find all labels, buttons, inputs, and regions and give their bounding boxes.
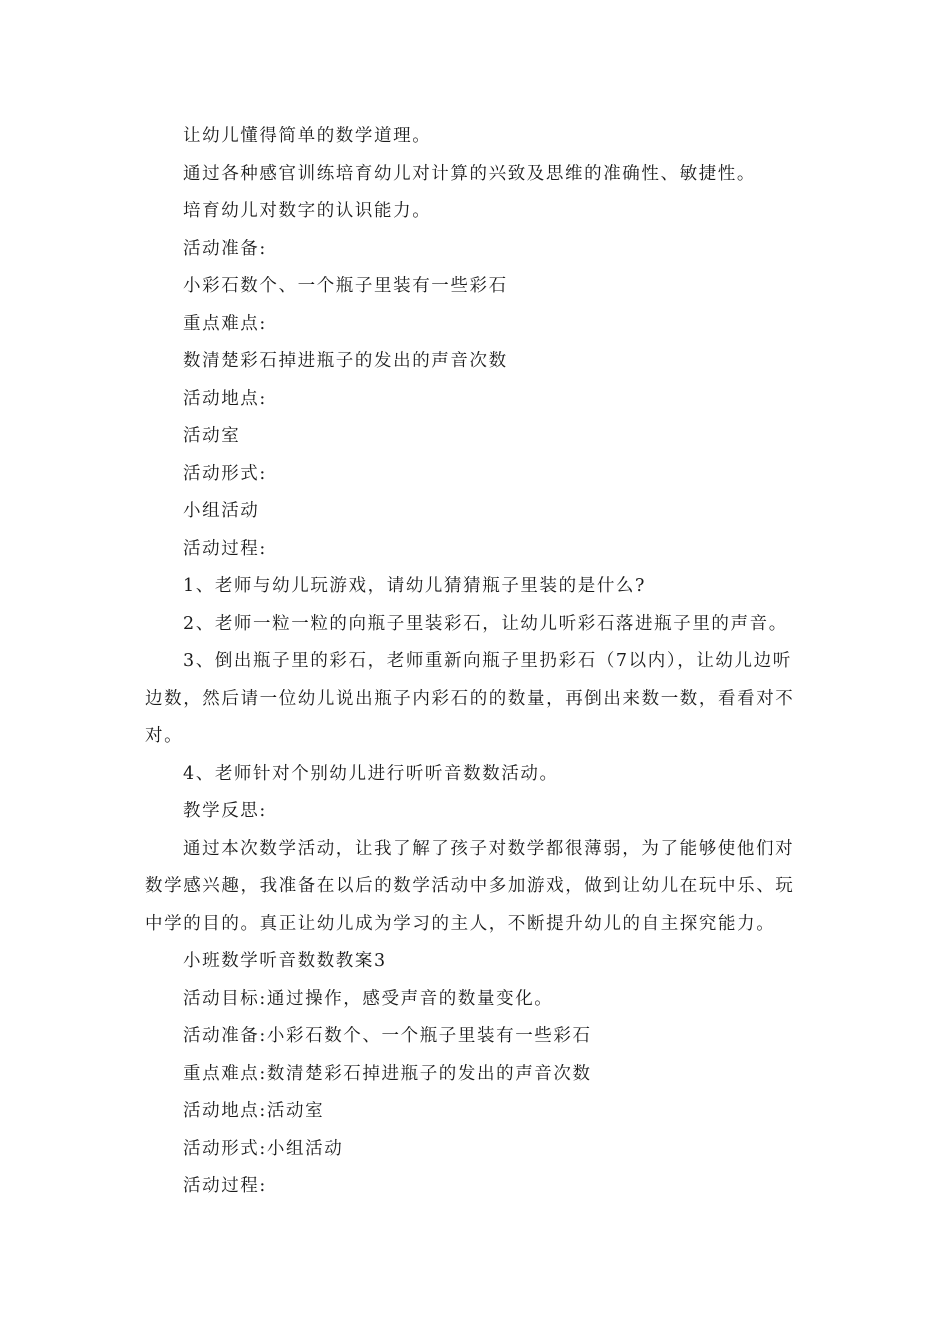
section-heading: 小班数学听音数数教案3 xyxy=(183,951,387,971)
section-label: 活动准备: xyxy=(183,238,267,259)
document-body xyxy=(145,118,805,1206)
paragraph: 让幼儿懂得简单的数学道理。 xyxy=(183,126,432,146)
section-label: 活动过程: xyxy=(183,1176,267,1196)
paragraph: 活动地点:活动室 xyxy=(183,1101,325,1121)
paragraph: 培育幼儿对数字的认识能力。 xyxy=(183,201,432,221)
paragraph: 通过各种感官训练培育幼儿对计算的兴致及思维的准确性、敏捷性。 xyxy=(183,163,756,184)
paragraph: 重点难点:数清楚彩石掉进瓶子的发出的声音次数 xyxy=(183,1063,592,1084)
paragraph: 活动形式:小组活动 xyxy=(183,1138,344,1159)
section-label: 活动形式: xyxy=(183,463,267,484)
paragraph: 通过本次数学活动，让我了解了孩子对数学都很薄弱，为了能够使他们对数学感兴趣，我准备在以后的数学活动中多加游戏，做到让幼儿在玩中乐、玩中学的目的。真正让幼儿成为学习的主人，不断提升幼儿的自主探究能力。 xyxy=(145,838,795,934)
paragraph: 小彩石数个、一个瓶子里装有一些彩石 xyxy=(183,276,508,296)
paragraph: 数清楚彩石掉进瓶子的发出的声音次数 xyxy=(183,351,508,371)
list-item: 2、老师一粒一粒的向瓶子里装彩石，让幼儿听彩石落进瓶子里的声音。 xyxy=(183,613,788,634)
section-label: 重点难点: xyxy=(183,313,267,334)
section-label: 教学反思: xyxy=(183,801,267,821)
paragraph: 活动目标:通过操作，感受声音的数量变化。 xyxy=(183,988,554,1009)
section-label: 活动地点: xyxy=(183,388,267,409)
paragraph: 活动室 xyxy=(183,426,241,446)
paragraph: 小组活动 xyxy=(183,501,260,521)
list-item: 4、老师针对个别幼儿进行听听音数数活动。 xyxy=(183,763,559,784)
list-item: 1、老师与幼儿玩游戏，请幼儿猜猜瓶子里装的是什么? xyxy=(183,576,647,596)
list-item: 3、倒出瓶子里的彩石，老师重新向瓶子里扔彩石（7以内），让幼儿边听边数，然后请一位幼儿说出瓶子内彩石的的数量，再倒出来数一数，看看对不对。 xyxy=(145,651,795,746)
paragraph: 活动准备:小彩石数个、一个瓶子里装有一些彩石 xyxy=(183,1026,592,1046)
section-label: 活动过程: xyxy=(183,538,267,559)
